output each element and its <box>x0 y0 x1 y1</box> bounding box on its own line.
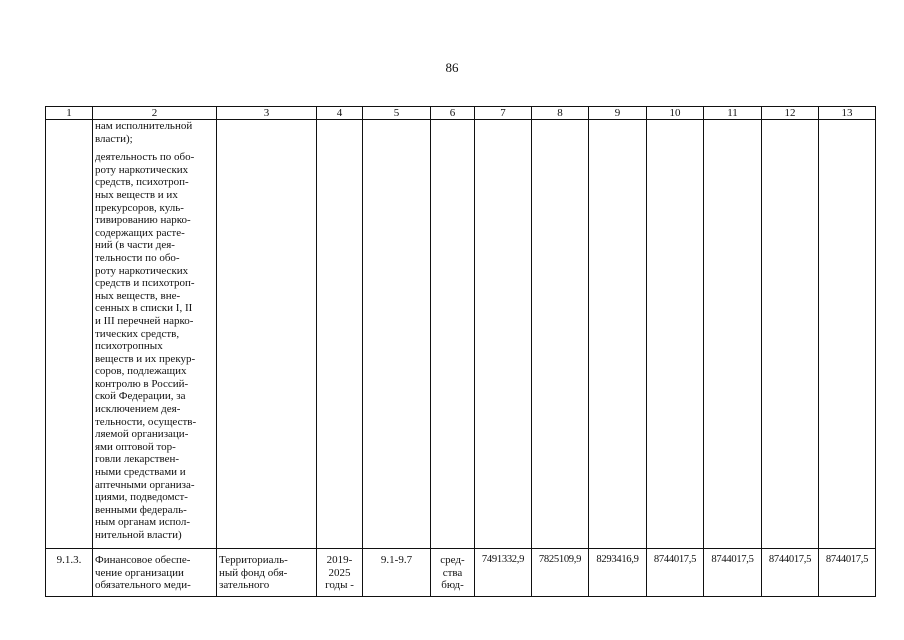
row-value: 8293416,9 <box>589 549 647 597</box>
row-number: 9.1.3. <box>46 549 93 597</box>
table-cell <box>363 120 431 549</box>
table-cell <box>647 120 704 549</box>
row-value: 8744017,5 <box>647 549 704 597</box>
table-cell <box>762 120 819 549</box>
header-cell: 11 <box>704 107 762 120</box>
header-cell: 13 <box>819 107 876 120</box>
table-header-row <box>46 107 876 120</box>
table-cell <box>317 120 363 549</box>
table-cell <box>704 120 762 549</box>
program-table <box>45 106 876 597</box>
continuation-text-part2: деятельность по обо- роту наркотических средств, психотроп- ных веществ и их прекурсоров, куль- тивированию нарко- содержащих расте- ний (в части дея- тельности по обо- роту наркотических средств и психотроп- ных веществ, вне- сенных в списки I, II и III перечней нарко- тических средств, психотропных веществ и их прекур- соров, подлежащих контролю в Россий- ской Федерации, за исключением дея- тельности, осуществ- ляемой организаци- ями оптовой тор- говли лекарствен- ными средствами и аптечными организа- циями, подведомст- венными федераль- ным органам испол- нительной власти) <box>95 151 197 541</box>
table-cell <box>93 120 217 549</box>
row-indicators: 9.1-9.7 <box>363 549 431 597</box>
header-cell: 5 <box>363 107 431 120</box>
table-cell <box>431 120 475 549</box>
header-cell: 4 <box>317 107 363 120</box>
header-cell: 3 <box>217 107 317 120</box>
header-cell: 10 <box>647 107 704 120</box>
table-cell <box>819 120 876 549</box>
header-cell: 7 <box>475 107 532 120</box>
row-value: 7825109,9 <box>532 549 589 597</box>
header-cell: 8 <box>532 107 589 120</box>
row-period: 2019- 2025 годы - <box>317 549 363 597</box>
table-cell <box>532 120 589 549</box>
header-cell: 6 <box>431 107 475 120</box>
row-value: 8744017,5 <box>762 549 819 597</box>
table-row <box>46 549 876 597</box>
row-value: 8744017,5 <box>704 549 762 597</box>
table-cell <box>217 120 317 549</box>
row-source: сред- ства бюд- <box>431 549 475 597</box>
row-description: Финансовое обеспе- чение организации обязательного меди- <box>93 549 217 597</box>
table-cell <box>589 120 647 549</box>
header-cell: 9 <box>589 107 647 120</box>
row-value: 8744017,5 <box>819 549 876 597</box>
page-number: 86 <box>445 60 459 75</box>
row-responsible: Территориаль- ный фонд обя- зательного <box>217 549 317 597</box>
row-value: 7491332,9 <box>475 549 532 597</box>
table-row <box>46 120 876 549</box>
header-cell: 2 <box>93 107 217 120</box>
table-cell <box>46 120 93 549</box>
continuation-text-part1: нам исполнительной власти); <box>95 120 193 145</box>
table-cell <box>475 120 532 549</box>
header-cell: 1 <box>46 107 93 120</box>
header-cell: 12 <box>762 107 819 120</box>
